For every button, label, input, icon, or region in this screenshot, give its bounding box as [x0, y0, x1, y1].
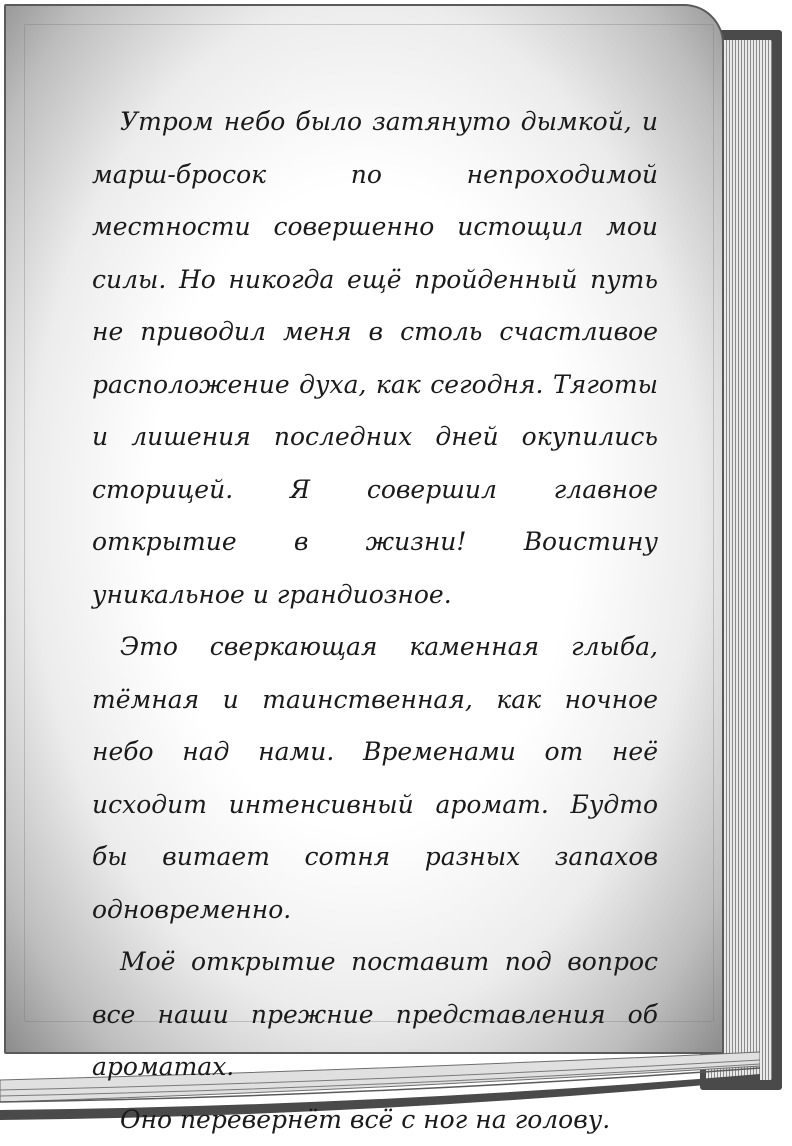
diary-entry [92, 96, 658, 1146]
paragraph-1: Утром небо было затянуто дымкой, и марш-бросок по непроходимой местности совершенно истощил мои силы. Но никогда ещё пройденный путь не приводил меня в столь счастливое расположение духа, как сегодня. Тяготы и лишения последних дней окупились сторицей. Я совершил главное открытие в жизни! Воистину уникальное и грандиозное. [92, 96, 658, 621]
paragraph-3: Моё открытие поставит под вопрос все наши прежние представления об ароматах. [92, 936, 658, 1094]
paragraph-4: Оно перевернёт всё с ног на голову. [92, 1094, 658, 1146]
paragraph-2: Это сверкающая каменная глыба, тёмная и таинственная, как ночное небо над нами. Временами от неё исходит интенсивный аромат. Будто бы витает сотня разных запахов одновременно. [92, 621, 658, 936]
